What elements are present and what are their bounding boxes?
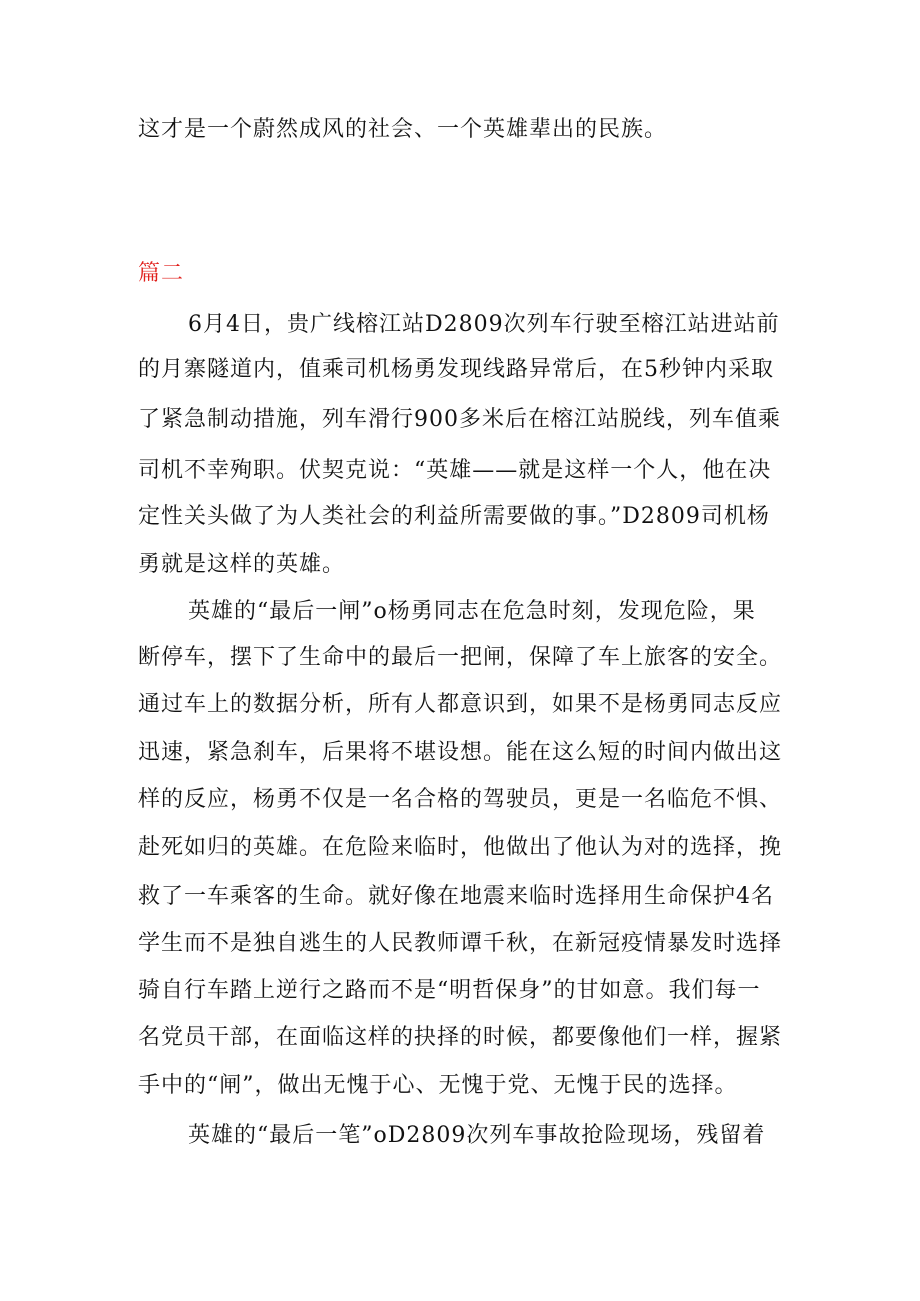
paragraph-2-line-7: 救了一车乘客的生命。就好像在地震来临时选择用生命保护4名 [138,884,774,909]
paragraph-2-line-9: 骑自行车踏上逆行之路而不是“明哲保身”的甘如意。我们每一 [138,978,761,1003]
paragraph-1-line-3: 了紧急制动措施，列车滑行900多米后在榕江站脱线，列车值乘 [138,407,781,432]
paragraph-2-line-5: 样的反应，杨勇不仅是一名合格的驾驶员，更是一名临危不惧、 [138,787,783,812]
paragraph-1-line-5: 定性关头做了为人类社会的利益所需要做的事。”D2809司机杨 [138,504,770,529]
paragraph-2-line-1: 英雄的“最后一闸”o杨勇同志在危急时刻，发现危险，果 [188,599,756,624]
paragraph-2-line-8: 学生而不是独自逃生的人民教师谭千秋，在新冠疫情暴发时选择 [138,931,783,956]
paragraph-1-line-4: 司机不幸殉职。伏契克说：“英雄——就是这样一个人，他在决 [138,458,772,483]
closing-line: 这才是一个蔚然成风的社会、一个英雄辈出的民族。 [138,117,668,142]
paragraph-2-line-11: 手中的“闸”，做出无愧于心、无愧于党、无愧于民的选择。 [138,1073,738,1098]
paragraph-1-line-6: 勇就是这样的英雄。 [138,552,346,577]
paragraph-3-line-1: 英雄的“最后一笔”oD2809次列车事故抢险现场，残留着 [188,1123,766,1148]
section-heading: 篇二 [138,261,185,286]
paragraph-1-line-1: 6月4日，贵广线榕江站D2809次列车行驶至榕江站进站前 [188,312,780,337]
paragraph-2-line-4: 迅速，紧急刹车，后果将不堪设想。能在这么短的时间内做出这 [138,740,783,765]
paragraph-2-line-10: 名党员干部，在面临这样的抉择的时候，都要像他们一样，握紧 [138,1025,783,1050]
paragraph-2-line-3: 通过车上的数据分析，所有人都意识到，如果不是杨勇同志反应 [138,692,783,717]
paragraph-2-line-6: 赴死如归的英雄。在危险来临时，他做出了他认为对的选择，挽 [138,835,783,860]
paragraph-2-line-2: 断停车，摆下了生命中的最后一把闸，保障了车上旅客的安全。 [138,645,783,670]
paragraph-1-line-2: 的月寨隧道内，值乘司机杨勇发现线路异常后，在5秒钟内采取 [138,357,774,382]
